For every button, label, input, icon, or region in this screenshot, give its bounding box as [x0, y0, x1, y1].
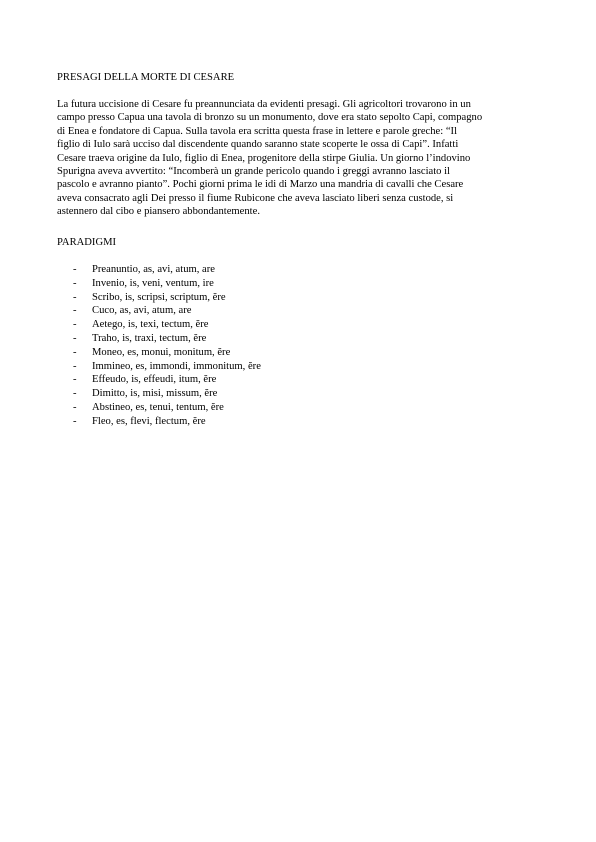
section-title: PARADIGMI — [57, 237, 117, 248]
list-bullet: - — [73, 415, 77, 427]
list-item — [57, 373, 261, 387]
list-item-text: Effeudo, is, effeudi, itum, ĕre — [92, 374, 217, 386]
paragraph-line: La futura uccisione di Cesare fu preannunciata da evidenti presagi. Gli agricoltori trovarono in un — [57, 99, 471, 110]
list-item — [57, 415, 261, 429]
list-item-text: Traho, is, traxi, tectum, ĕre — [92, 332, 207, 344]
document-title: PRESAGI DELLA MORTE DI CESARE — [57, 72, 235, 83]
paragraph-line: aveva consacrato agli Dei presso il fiume Rubicone che aveva lasciato liberi senza custode, si — [57, 192, 454, 204]
body-paragraph — [57, 98, 542, 219]
list-bullet: - — [73, 332, 77, 344]
list-item — [57, 401, 261, 415]
list-item-text: Cuco, as, avi, atum, are — [92, 305, 192, 317]
list-item-text: Aetego, is, texi, tectum, ĕre — [92, 319, 209, 331]
list-item-text: Fleo, es, flevi, flectum, ĕre — [92, 415, 206, 427]
list-item — [57, 360, 261, 374]
list-bullet: - — [73, 277, 77, 289]
list-item-text: Abstineo, es, tenui, tentum, ĕre — [92, 401, 224, 413]
list-bullet: - — [73, 360, 77, 372]
list-bullet: - — [73, 305, 77, 317]
paragraph-line: pascolo e avranno pianto”. Pochi giorni prima le idi di Marzo una mandria di cavalli che Cesare — [57, 179, 464, 191]
list-item-text: Immineo, es, immondi, immonitum, ĕre — [92, 360, 261, 372]
list-bullet: - — [73, 291, 77, 303]
list-item-text: Scribo, is, scripsi, scriptum, ĕre — [92, 291, 226, 303]
list-bullet: - — [73, 388, 77, 400]
paragraph-line: Spurigna aveva avvertito: “Incomberà un grande pericolo quando i greggi avranno lasciato il — [57, 166, 451, 178]
paragraph-line: campo presso Capua una tavola di bronzo su un monumento, dove era stato sepolto Capi, compagno — [57, 112, 483, 124]
list-bullet: - — [73, 401, 77, 413]
list-bullet: - — [73, 264, 77, 275]
paragraph-line: di Enea e fondatore di Capua. Sulla tavola era scritta questa frase in lettere e parole greche: “Il — [57, 125, 458, 137]
list-item — [57, 277, 261, 291]
paragraph-line: figlio di Iulo sarà ucciso dal discendente quando saranno state scoperte le ossa di Capi”. Infatti — [57, 139, 459, 151]
list-item — [57, 304, 261, 318]
paradigm-list — [57, 263, 261, 429]
list-item — [57, 291, 261, 305]
list-item — [57, 263, 261, 277]
list-item-text: Preanuntio, as, avi, atum, are — [92, 264, 215, 275]
list-bullet: - — [73, 319, 77, 331]
list-item — [57, 332, 261, 346]
list-item-text: Invenio, is, veni, ventum, ire — [92, 277, 214, 289]
list-bullet: - — [73, 374, 77, 386]
list-item-text: Dimitto, is, misi, missum, ĕre — [92, 388, 218, 400]
list-item — [57, 318, 261, 332]
list-item-text: Moneo, es, monui, monitum, ĕre — [92, 346, 231, 358]
paragraph-line: astennero dal cibo e piansero abbondantemente. — [57, 206, 260, 218]
list-bullet: - — [73, 346, 77, 358]
paragraph-line: Cesare traeva origine da Iulo, figlio di Enea, progenitore della stirpe Giulia. Un giorno l’indovino — [57, 152, 471, 164]
list-item — [57, 387, 261, 401]
list-item — [57, 346, 261, 360]
